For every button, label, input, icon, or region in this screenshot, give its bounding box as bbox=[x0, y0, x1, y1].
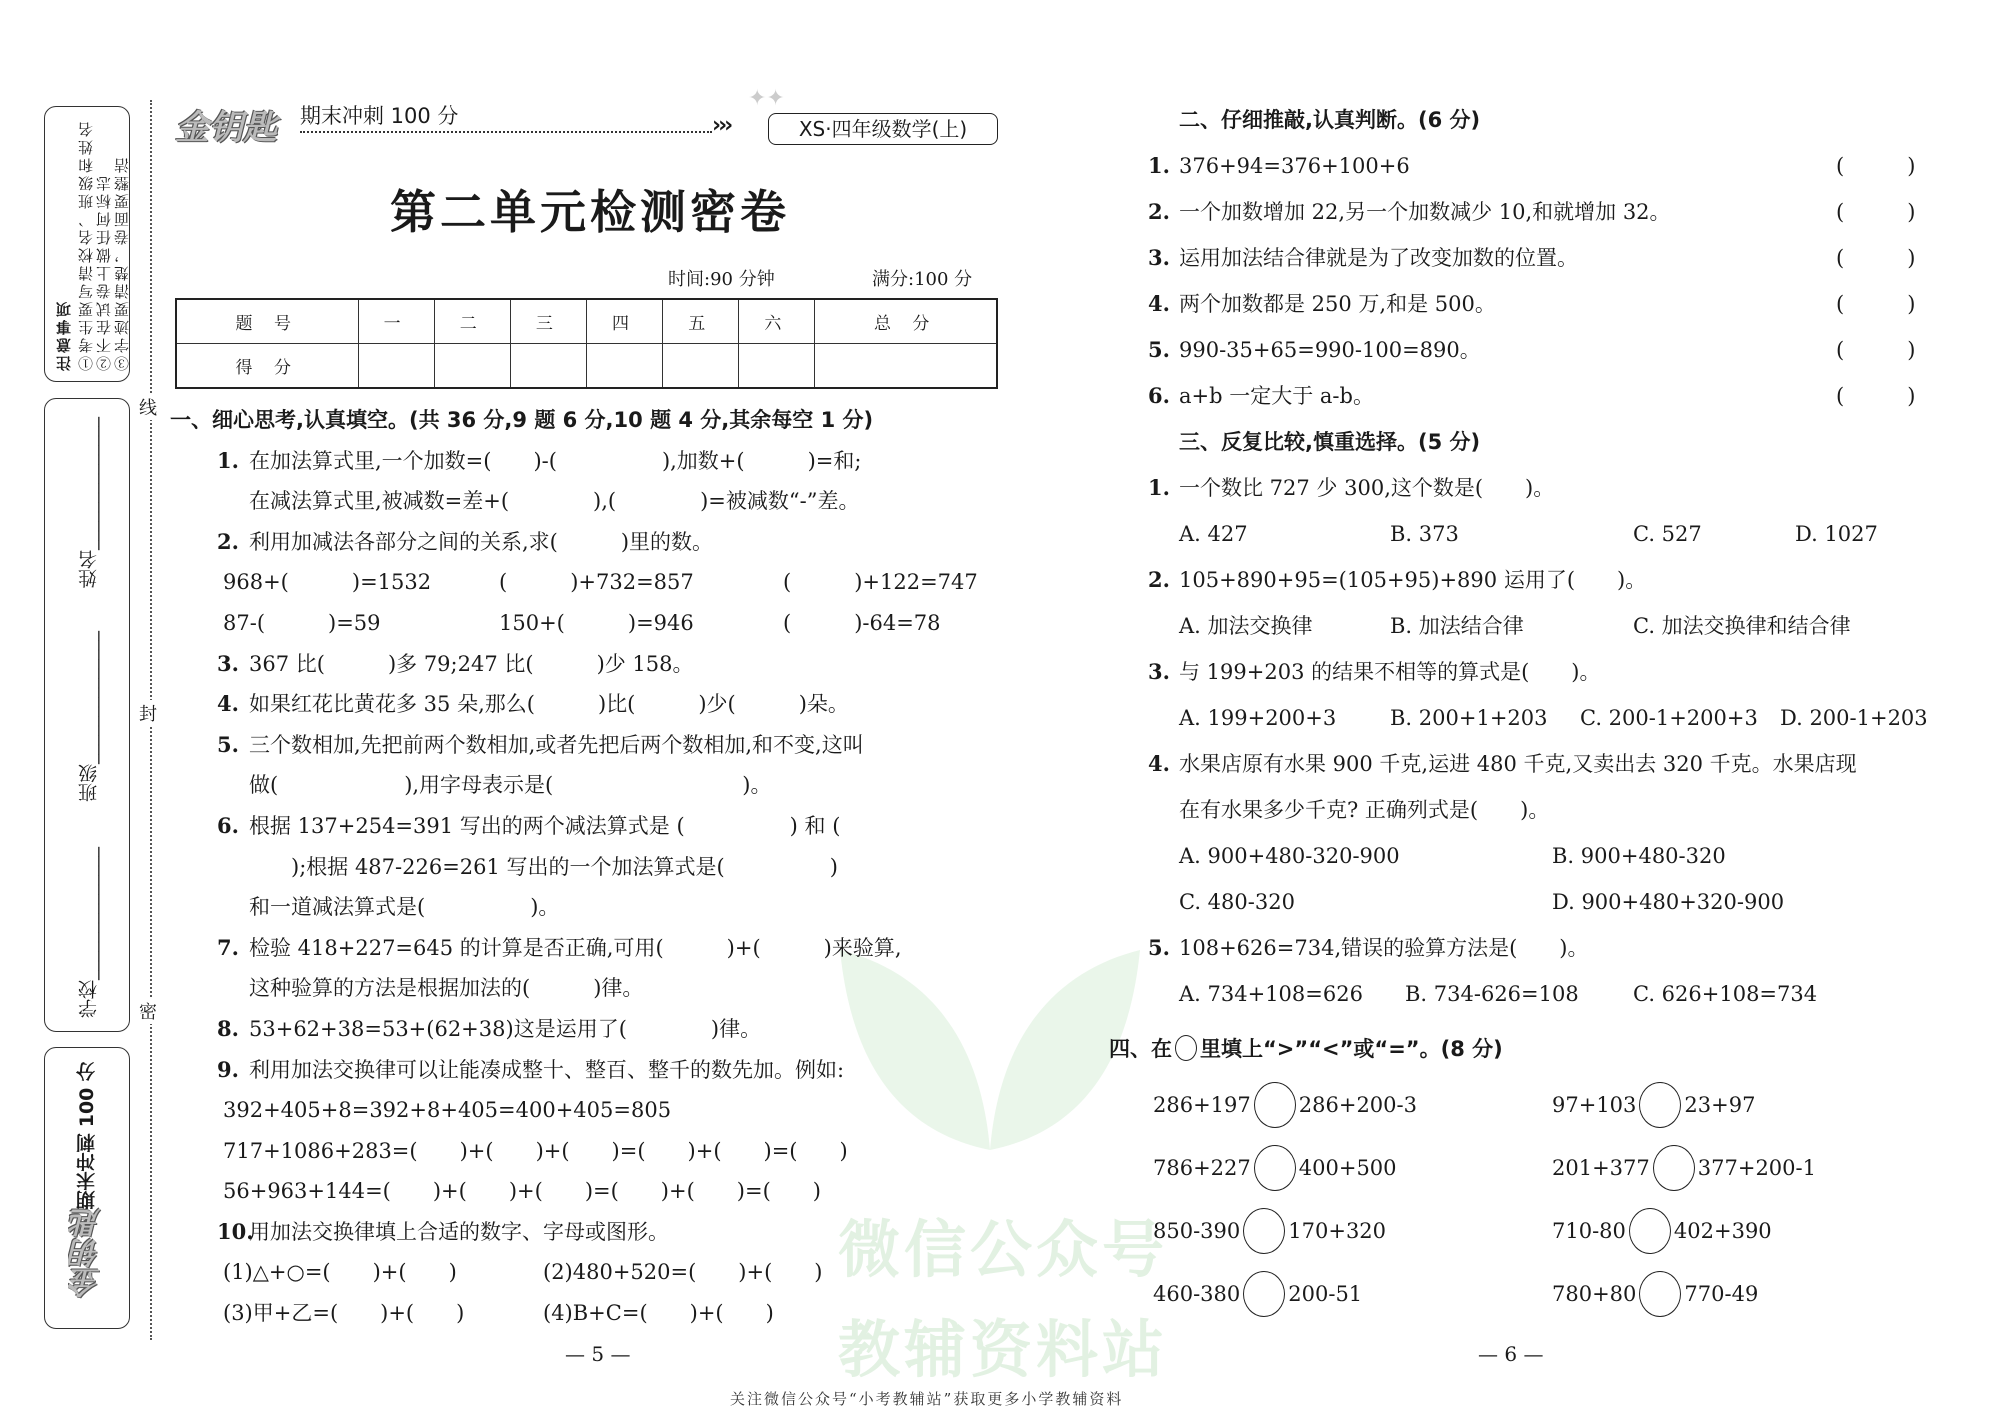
choice-option[interactable]: C. 480-320 bbox=[1179, 890, 1295, 914]
score-table bbox=[175, 298, 998, 389]
question-number: 5. bbox=[1148, 935, 1170, 960]
right-expression: 377+200-1 bbox=[1697, 1156, 1816, 1180]
choice-options bbox=[1105, 695, 1985, 741]
question-item bbox=[1105, 649, 1985, 695]
question-text: 367 比( )多 79;247 比( )少 158。 bbox=[249, 651, 694, 676]
answer-blank[interactable]: ( ) bbox=[1836, 246, 1916, 270]
question-text: );根据 487-226=261 写出的一个加法算式是( ) bbox=[249, 854, 838, 879]
question-item bbox=[1105, 327, 1985, 373]
left-expression: 97+103 bbox=[1552, 1093, 1637, 1117]
exam-full-score: 满分:100 分 bbox=[872, 269, 973, 290]
score-cell[interactable] bbox=[739, 344, 815, 389]
expression: (4)B+C=( )+( ) bbox=[543, 1301, 774, 1326]
question-text: 376+94=376+100+6 bbox=[1179, 154, 1410, 178]
question-text: 53+62+38=53+(62+38)这是运用了( )律。 bbox=[249, 1016, 762, 1041]
choice-option[interactable]: B. 900+480-320 bbox=[1552, 844, 1726, 868]
question-number: 3. bbox=[217, 650, 239, 676]
expression: 87-( )=59 bbox=[223, 610, 381, 635]
question-item bbox=[1105, 925, 1985, 971]
answer-blank[interactable]: ( ) bbox=[1836, 384, 1916, 408]
score-table-header: 五 bbox=[663, 299, 739, 344]
section-heading bbox=[1105, 419, 1985, 465]
question-number: 1. bbox=[1148, 153, 1170, 178]
school-label: 学校 bbox=[78, 980, 100, 1018]
expression: (3)甲+乙=( )+( ) bbox=[223, 1301, 465, 1326]
right-expression: 170+320 bbox=[1288, 1219, 1387, 1243]
notice-2: ②不在试卷上做任何标志 bbox=[95, 173, 113, 371]
left-expression: 710-80 bbox=[1552, 1219, 1626, 1243]
question-text: 105+890+95=(105+95)+890 运用了( )。 bbox=[1179, 568, 1647, 592]
comparison-item bbox=[1153, 1080, 1417, 1130]
comparison-item bbox=[1153, 1206, 1386, 1256]
question-text: a+b 一定大于 a-b。 bbox=[1179, 384, 1374, 408]
question-continuation bbox=[170, 765, 1000, 806]
question-item bbox=[1105, 143, 1985, 189]
expression: ( )+732=857 bbox=[499, 570, 694, 595]
seal-seal-char: 封 bbox=[139, 700, 157, 726]
question-number: 2. bbox=[1148, 199, 1170, 224]
expression-row bbox=[170, 562, 1000, 603]
question-text: 如果红花比黄花多 35 朵,那么( )比( )少( )朵。 bbox=[249, 692, 849, 717]
name-field[interactable]: 姓名______________ bbox=[78, 417, 100, 588]
side-logo-box bbox=[44, 1047, 130, 1329]
question-text: 一个加数增加 22,另一个加数减少 10,和就增加 32。 bbox=[1179, 200, 1671, 224]
answer-circle[interactable] bbox=[1243, 1208, 1285, 1254]
question-continuation bbox=[170, 887, 1000, 928]
question-number: 7. bbox=[217, 934, 239, 960]
brand-logo: 金钥匙 bbox=[175, 108, 277, 148]
choice-options bbox=[1105, 971, 1985, 1017]
comparison-item bbox=[1552, 1269, 1758, 1319]
arrow-icon: ››› bbox=[712, 113, 731, 138]
score-cell[interactable] bbox=[434, 344, 510, 389]
question-text: 三个数相加,先把前两个数相加,或者先把后两个数相加,和不变,这叫 bbox=[249, 732, 864, 757]
question-item bbox=[170, 725, 1000, 766]
question-number: 3. bbox=[1148, 245, 1170, 270]
answer-circle[interactable] bbox=[1254, 1145, 1296, 1191]
expression-line bbox=[170, 1090, 1000, 1131]
header-dotted-line bbox=[300, 131, 712, 133]
question-number: 9. bbox=[217, 1056, 239, 1082]
school-field[interactable]: 学校______________ bbox=[78, 847, 100, 1018]
question-item bbox=[170, 522, 1000, 563]
question-number: 4. bbox=[1148, 751, 1170, 776]
question-text: 717+1086+283=( )+( )+( )=( )+( )=( ) bbox=[223, 1138, 848, 1163]
question-text: 两个加数都是 250 万,和是 500。 bbox=[1179, 292, 1496, 316]
choice-option[interactable]: B. 373 bbox=[1390, 522, 1459, 546]
choice-options bbox=[1105, 833, 1985, 879]
student-info-box bbox=[44, 398, 130, 1032]
score-cell[interactable] bbox=[586, 344, 662, 389]
question-text: 根据 137+254=391 写出的两个减法算式是 ( ) 和 ( bbox=[249, 813, 904, 838]
right-expression: 402+390 bbox=[1673, 1219, 1772, 1243]
question-text: 和一道减法算式是( )。 bbox=[249, 895, 560, 920]
choice-option[interactable]: D. 200-1+203 bbox=[1780, 706, 1928, 730]
question-number: 5. bbox=[1148, 337, 1170, 362]
choice-options bbox=[1105, 603, 1985, 649]
question-text: 利用加减法各部分之间的关系,求( )里的数。 bbox=[249, 529, 714, 554]
question-number: 2. bbox=[1148, 567, 1170, 592]
watermark-line-2: 教辅资料站 bbox=[838, 1313, 1169, 1386]
score-table-header: 四 bbox=[586, 299, 662, 344]
section-heading bbox=[1105, 97, 1985, 143]
score-cell[interactable] bbox=[815, 344, 997, 389]
answer-blank[interactable]: ( ) bbox=[1836, 154, 1916, 178]
question-item bbox=[1105, 373, 1985, 419]
score-table-header-row bbox=[176, 299, 997, 344]
left-expression: 850-390 bbox=[1153, 1219, 1241, 1243]
question-number: 10. bbox=[217, 1218, 254, 1244]
comparison-item bbox=[1552, 1143, 1816, 1193]
question-text: 利用加法交换律可以让能凑成整十、整百、整千的数先加。例如: bbox=[249, 1057, 845, 1082]
score-row bbox=[176, 344, 997, 389]
question-number: 5. bbox=[217, 731, 239, 757]
question-item bbox=[1105, 557, 1985, 603]
expression: 968+( )=1532 bbox=[223, 570, 432, 595]
question-number: 1. bbox=[217, 447, 239, 473]
question-number: 4. bbox=[1148, 291, 1170, 316]
right-expression: 770-49 bbox=[1684, 1282, 1759, 1306]
question-text: 检验 418+227=645 的计算是否正确,可用( )+( )来验算, bbox=[249, 935, 902, 960]
question-item bbox=[1105, 189, 1985, 235]
section-heading-text: 一、细心思考,认真填空。(共 36 分,9 题 6 分,10 题 4 分,其余每空 1 分) bbox=[170, 408, 874, 432]
comparison-item bbox=[1153, 1143, 1397, 1193]
section-heading-text: 三、反复比较,慎重选择。(5 分) bbox=[1179, 430, 1481, 454]
question-number: 8. bbox=[217, 1015, 239, 1041]
choice-option[interactable]: A. 900+480-320-900 bbox=[1179, 844, 1400, 868]
answer-blank[interactable]: ( ) bbox=[1836, 338, 1916, 362]
comparison-row bbox=[1105, 1269, 1985, 1332]
question-text: 与 199+203 的结果不相等的算式是( )。 bbox=[1179, 660, 1601, 684]
choice-option[interactable]: C. 加法交换律和结合律 bbox=[1633, 614, 1851, 638]
question-item bbox=[170, 928, 1000, 969]
class-field[interactable]: 班级______________ bbox=[78, 631, 100, 802]
notice-title: 注意事项 bbox=[55, 299, 73, 371]
choice-option[interactable]: C. 527 bbox=[1633, 522, 1702, 546]
side-series: 期末冲刺 100 分 bbox=[76, 1062, 98, 1210]
question-number: 6. bbox=[1148, 383, 1170, 408]
section-4-prefix: 四、在 bbox=[1109, 1037, 1172, 1061]
comparison-row bbox=[1105, 1080, 1985, 1143]
section-4-suffix: 里填上“>”“<”或“=”。(8 分) bbox=[1200, 1037, 1503, 1061]
expression-row bbox=[170, 1252, 1000, 1293]
choice-option[interactable]: A. 199+200+3 bbox=[1179, 706, 1337, 730]
expression-line bbox=[170, 1171, 1000, 1212]
question-text: 运用加法结合律就是为了改变加数的位置。 bbox=[1179, 246, 1578, 270]
choice-option[interactable]: C. 626+108=734 bbox=[1633, 982, 1818, 1006]
expression: 150+( )=946 bbox=[499, 610, 694, 635]
comparison-row bbox=[1105, 1206, 1985, 1269]
question-text: 990-35+65=990-100=890。 bbox=[1179, 338, 1481, 362]
answer-circle[interactable] bbox=[1254, 1082, 1296, 1128]
answer-circle[interactable] bbox=[1629, 1208, 1671, 1254]
notice-3: ③字迹要清楚，卷面要整洁 bbox=[113, 155, 131, 371]
score-table-header: 六 bbox=[739, 299, 815, 344]
choice-option[interactable]: C. 200-1+200+3 bbox=[1580, 706, 1758, 730]
exam-time: 时间:90 分钟 bbox=[668, 269, 775, 290]
question-text: 水果店原有水果 900 千克,运进 480 千克,又卖出去 320 千克。水果店现 bbox=[1179, 752, 1857, 776]
left-expression: 460-380 bbox=[1153, 1282, 1241, 1306]
expression: (1)△+○=( )+( ) bbox=[223, 1260, 457, 1285]
score-table-header: 一 bbox=[358, 299, 434, 344]
name-label: 姓名 bbox=[78, 550, 100, 588]
expression-line bbox=[170, 1131, 1000, 1172]
footer-note: 关注微信公众号“小考教辅站”获取更多小学教辅资料 bbox=[730, 1390, 1124, 1408]
question-item bbox=[170, 684, 1000, 725]
answer-blank[interactable]: ( ) bbox=[1836, 200, 1916, 224]
page-number-left: — 5 — bbox=[565, 1342, 631, 1366]
expression-row bbox=[170, 1293, 1000, 1334]
question-number: 3. bbox=[1148, 659, 1170, 684]
section-heading bbox=[170, 400, 1000, 441]
expression: ( )-64=78 bbox=[783, 610, 941, 635]
seal-secret-char: 密 bbox=[139, 998, 157, 1024]
score-table-header: 总 分 bbox=[815, 299, 997, 344]
question-item bbox=[170, 806, 1000, 847]
page-number-right: — 6 — bbox=[1478, 1342, 1544, 1366]
score-table-header: 题 号 bbox=[176, 299, 358, 344]
side-logo: 金钥匙 bbox=[71, 1208, 106, 1298]
circle-icon bbox=[1175, 1035, 1197, 1061]
question-text: 56+963+144=( )+( )+( )=( )+( )=( ) bbox=[223, 1179, 821, 1204]
right-expression: 23+97 bbox=[1684, 1093, 1756, 1117]
watermark-line-1: 微信公众号 bbox=[838, 1213, 1169, 1286]
series-name: 期末冲刺 100 分 bbox=[300, 104, 459, 128]
question-number: 4. bbox=[217, 691, 239, 717]
question-item bbox=[170, 644, 1000, 685]
choice-option[interactable]: B. 加法结合律 bbox=[1390, 614, 1524, 638]
question-continuation bbox=[170, 968, 1000, 1009]
answer-blank[interactable]: ( ) bbox=[1836, 292, 1916, 316]
right-page-questions bbox=[1105, 97, 1985, 1017]
question-text: 用加法交换律填上合适的数字、字母或图形。 bbox=[249, 1219, 669, 1244]
choice-option[interactable]: D. 900+480+320-900 bbox=[1552, 890, 1785, 914]
right-expression: 400+500 bbox=[1298, 1156, 1397, 1180]
choice-options bbox=[1105, 511, 1985, 557]
left-expression: 201+377 bbox=[1552, 1156, 1650, 1180]
seal-line-char: 线 bbox=[139, 394, 157, 420]
comparison-item bbox=[1153, 1269, 1362, 1319]
question-item bbox=[170, 441, 1000, 482]
expression: (2)480+520=( )+( ) bbox=[543, 1260, 823, 1285]
notice-box bbox=[44, 106, 130, 382]
comparison-item bbox=[1552, 1080, 1755, 1130]
score-table-header: 三 bbox=[510, 299, 586, 344]
right-expression: 286+200-3 bbox=[1298, 1093, 1417, 1117]
question-item bbox=[1105, 281, 1985, 327]
book-badge: XS·四年级数学(上) bbox=[768, 113, 998, 145]
comparison-grid bbox=[1105, 1080, 1985, 1332]
question-continuation bbox=[1105, 787, 1985, 833]
question-text: 108+626=734,错误的验算方法是( )。 bbox=[1179, 936, 1589, 960]
expression: ( )+122=747 bbox=[783, 570, 978, 595]
question-text: 做( ),用字母表示是( )。 bbox=[249, 773, 772, 798]
question-number: 6. bbox=[217, 812, 239, 838]
left-expression: 286+197 bbox=[1153, 1093, 1251, 1117]
page-title: 第二单元检测密卷 bbox=[390, 185, 790, 239]
right-expression: 200-51 bbox=[1288, 1282, 1363, 1306]
sparkle-icon: ✦✦ bbox=[748, 86, 785, 111]
expression-row bbox=[170, 603, 1000, 644]
question-item bbox=[170, 1009, 1000, 1050]
question-number: 1. bbox=[1148, 475, 1170, 500]
answer-circle[interactable] bbox=[1653, 1145, 1695, 1191]
choice-option[interactable]: A. 加法交换律 bbox=[1179, 614, 1313, 638]
comparison-row bbox=[1105, 1143, 1985, 1206]
question-item bbox=[170, 1050, 1000, 1091]
choice-option[interactable]: B. 200+1+203 bbox=[1390, 706, 1548, 730]
choice-option[interactable]: A. 734+108=626 bbox=[1179, 982, 1363, 1006]
answer-circle[interactable] bbox=[1243, 1271, 1285, 1317]
question-text: 这种验算的方法是根据加法的( )律。 bbox=[249, 976, 644, 1001]
score-cell[interactable] bbox=[358, 344, 434, 389]
question-item bbox=[1105, 741, 1985, 787]
question-continuation bbox=[170, 847, 1000, 888]
left-page-questions bbox=[170, 400, 1000, 1334]
question-item bbox=[1105, 235, 1985, 281]
question-text: 一个数比 727 少 300,这个数是( )。 bbox=[1179, 476, 1555, 500]
section-4-heading bbox=[1109, 1033, 1503, 1063]
class-label: 班级 bbox=[78, 764, 100, 802]
answer-circle[interactable] bbox=[1639, 1082, 1681, 1128]
question-item bbox=[1105, 465, 1985, 511]
choice-option[interactable]: D. 1027 bbox=[1795, 522, 1878, 546]
question-text: 392+405+8=392+8+405=400+405=805 bbox=[223, 1098, 672, 1123]
question-text: 在减法算式里,被减数=差+( ),( )=被减数“-”差。 bbox=[249, 489, 860, 514]
score-row-label: 得 分 bbox=[176, 344, 358, 389]
left-expression: 786+227 bbox=[1153, 1156, 1251, 1180]
score-cell[interactable] bbox=[510, 344, 586, 389]
question-continuation bbox=[170, 481, 1000, 522]
choice-options bbox=[1105, 879, 1985, 925]
score-cell[interactable] bbox=[663, 344, 739, 389]
answer-circle[interactable] bbox=[1639, 1271, 1681, 1317]
section-heading-text: 二、仔细推敲,认真判断。(6 分) bbox=[1179, 108, 1481, 132]
question-text: 在有水果多少千克? 正确列式是( )。 bbox=[1179, 798, 1550, 822]
choice-option[interactable]: A. 427 bbox=[1179, 522, 1248, 546]
notice-1: ①考生要写清校名、班级和姓名 bbox=[77, 119, 95, 371]
question-number: 2. bbox=[217, 528, 239, 554]
score-table-header: 二 bbox=[434, 299, 510, 344]
left-expression: 780+80 bbox=[1552, 1282, 1637, 1306]
choice-option[interactable]: B. 734-626=108 bbox=[1405, 982, 1579, 1006]
question-item bbox=[170, 1212, 1000, 1253]
question-text: 在加法算式里,一个加数=( )-( ),加数+( )=和; bbox=[249, 448, 862, 473]
comparison-item bbox=[1552, 1206, 1772, 1256]
